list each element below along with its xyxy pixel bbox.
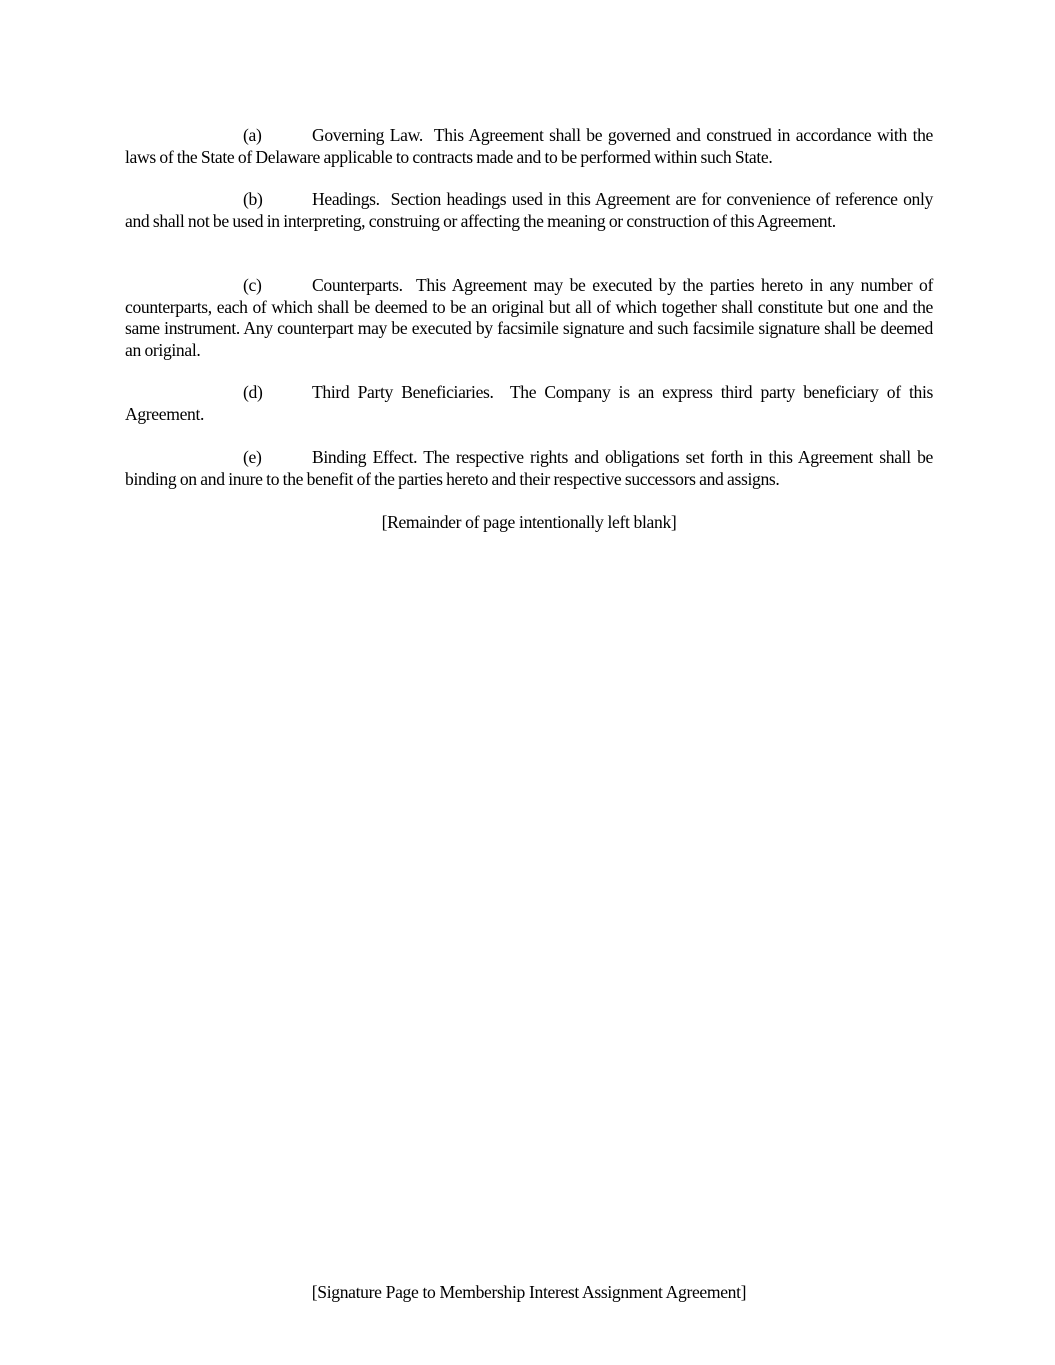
section-number: (d) [243,382,263,402]
section-heading: Counterparts. [312,275,403,295]
section-text: Section headings used in this Agreement are for convenience of reference only and shall not be used in interpreting, construing or affecting the meaning or construction of this Agreement. [125,189,933,231]
section-heading: Binding Effect. [312,447,418,467]
section-counterparts [125,275,933,361]
section-number: (b) [243,189,263,209]
section-text: The respective rights and obligations set forth in this Agreement shall be binding on and inure to the benefit of the parties hereto and their respective successors and assigns. [125,447,933,489]
section-binding-effect [125,447,933,490]
section-number: (e) [243,447,262,467]
section-heading: Governing Law. [312,125,423,145]
section-text: This Agreement may be executed by the parties hereto in any number of counterparts, each of which shall be deemed to be an original but all of which together shall constitute but one and the same instrument. Any counterpart may be executed by facsimile signature and such facsimile signature shall be deemed an original. [125,275,933,360]
section-heading: Headings. [312,189,380,209]
page-footer: [Signature Page to Membership Interest Assignment Agreement] [311,1282,747,1302]
section-text: This Agreement shall be governed and construed in accordance with the laws of the State of Delaware applicable to contracts made and to be performed within such State. [125,125,934,167]
section-headings [125,189,933,232]
section-number: (c) [243,275,262,295]
section-third-party-beneficiaries [125,382,933,425]
section-text: The Company is an express third party beneficiary of this Agreement. [125,382,933,424]
section-number: (a) [243,125,262,145]
section-governing-law [125,125,933,168]
section-heading: Third Party Beneficiaries. [312,382,494,402]
remainder-note: [Remainder of page intentionally left blank] [381,512,677,532]
